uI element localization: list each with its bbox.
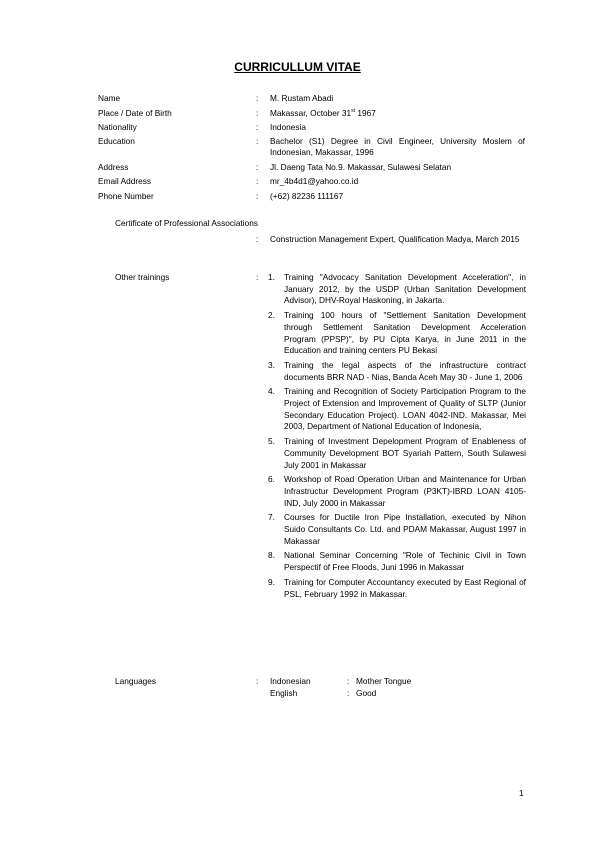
colon: : [256,272,259,282]
list-item [268,436,526,471]
list-item [268,474,526,509]
list-text: Training for Computer Accountancy executed by East Regional of PSL, February 1992 in Makassar. [284,576,526,599]
address-value: Jl. Daeng Tata No.9. Makassar, Sulawesi Selatan [270,162,452,172]
certificate-label: Certificate of Professional Associations [115,218,258,228]
list-text: Training of Investment Depelopment Program of Enableness of Community Development BOT Syariah Pattern, South Sulawesi July 2001 in Makassar [284,436,526,470]
certificate-value: Construction Management Expert, Qualification Madya, March 2015 [270,234,520,244]
trainings-label: Other trainings [115,272,170,282]
education-label: Education [98,136,135,146]
page-title: CURRICULLUM VITAE [234,60,361,74]
language-name: English [270,688,298,698]
address-label: Address [98,162,129,172]
list-number: 7. [268,512,275,523]
list-item [268,550,526,573]
list-text: National Seminar Concerning "Role of Techinic Civil in Town Perspectif of Free Floods, Juni 1996 in Makassar [284,550,526,573]
colon: : [256,93,259,103]
list-text: Training the legal aspects of the infrastructure contract documents BRR NAD - Nias, Banda Aceh May 30 - June 1, 2006 [284,359,526,382]
email-value: mr_4b4d1@yahoo.co.id [270,176,359,186]
list-number: 2. [268,310,275,321]
list-item [268,272,526,307]
name-value: M. Rustam Abadi [270,93,334,103]
colon: : [256,122,259,132]
list-text: Training 100 hours of "Settlement Sanitation Development through Settlement Sanitation Development Acceleration Program (PPSP)", by PU Cipta Karya, in June 2011 in the Education and training centers PU Bekasi [284,310,526,356]
list-number: 6. [268,474,275,485]
language-name: Indonesian [270,676,311,686]
trainings-list [268,272,526,603]
list-number: 8. [268,550,275,561]
colon: : [256,136,259,146]
colon: : [256,162,259,172]
page-number: 1 [519,788,524,798]
phone-label: Phone Number [98,191,154,201]
list-text: Training "Advocacy Sanitation Development Acceleration", in January 2012, by the USDP (Urban Sanitation Development Advisor), DHV-Royal Haskoning, in Jakarta. [284,272,526,306]
list-number: 1. [268,272,275,282]
colon: : [347,676,350,686]
email-label: Email Address [98,176,152,186]
list-item [268,512,526,547]
nationality-label: Nationality [98,122,137,132]
colon: : [256,176,259,186]
list-number: 9. [268,576,275,587]
phone-value: (+62) 82236 111167 [270,191,344,201]
language-level: Good [356,688,377,698]
colon: : [347,688,350,698]
colon: : [256,676,259,686]
list-number: 4. [268,386,275,397]
list-item [268,310,526,357]
list-text: Training and Recognition of Society Participation Program to the Project of Extension and Improvement of Quality of SLTP (Junior Secondary Education Project). LOAN 4042-IND. Makassar, Mei 2003, Department of National Education of Indonesia, [284,386,526,432]
list-text: Courses for Ductile Iron Pipe Installation, executed by Nihon Suido Consultants Co. Ltd. and PDAM Makassar, August 1997 in Makassar [284,512,526,546]
list-item [268,360,526,383]
colon: : [256,191,259,201]
nationality-value: Indonesia [270,122,306,132]
list-text: Workshop of Road Operation Urban and Maintenance for Urban Infrastructur Development Program (P3KT)-IBRD LOAN 4105-IND, July 2000 in Makassar [284,474,526,508]
list-item [268,577,526,600]
name-label: Name [98,93,121,103]
colon: : [256,108,259,118]
list-number: 3. [268,359,275,370]
birth-value: Makassar, October 31st 1967 [270,108,376,118]
list-item [268,386,526,433]
list-number: 5. [268,436,275,447]
language-level: Mother Tongue [356,676,412,686]
colon: : [256,234,259,244]
birth-label: Place / Date of Birth [98,108,172,118]
languages-label: Languages [115,676,157,686]
education-value: Bachelor (S1) Degree in Civil Engineer, University Moslem of Indonesian, Makassar, 1996 [270,136,525,157]
